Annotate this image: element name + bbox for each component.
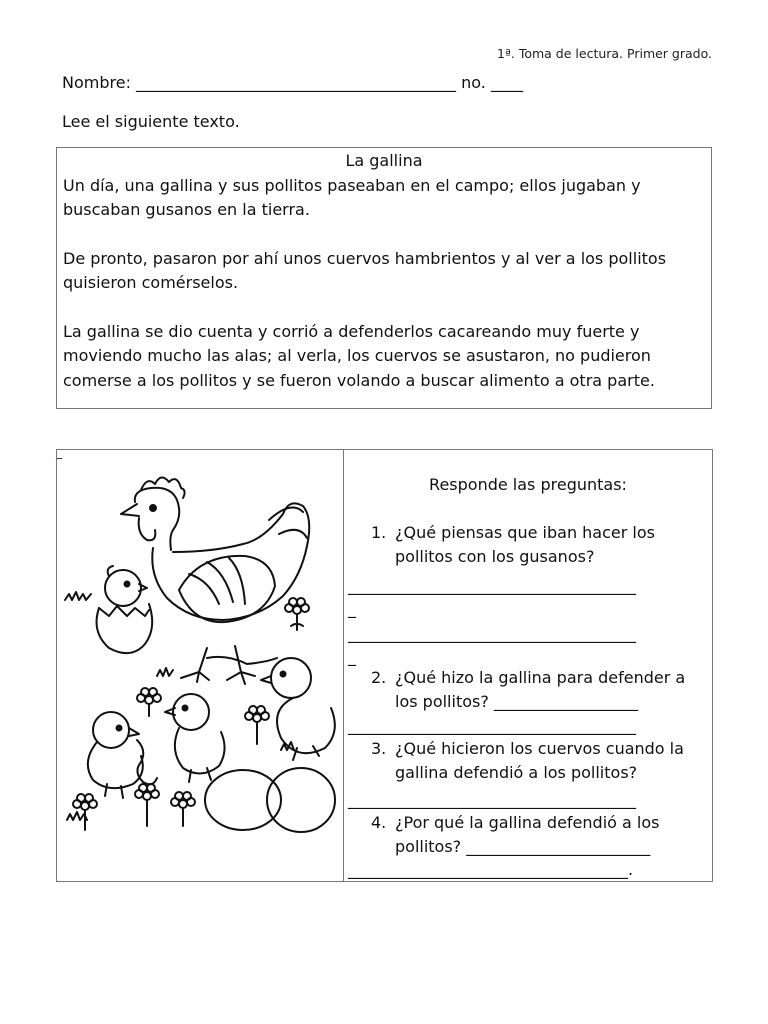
question-2 bbox=[371, 666, 706, 714]
table-corner-mark: _ bbox=[56, 445, 62, 459]
hen-and-chicks-icon bbox=[56, 445, 343, 881]
questions-cell bbox=[344, 450, 712, 881]
questions-table bbox=[56, 445, 713, 882]
reading-paragraph: De pronto, pasaron por ahí unos cuervos hambrientos y al ver a los pollitos quisieron comérselos. bbox=[63, 248, 667, 292]
question-1 bbox=[371, 521, 706, 569]
question-4 bbox=[371, 811, 706, 859]
questions-heading: Responde las preguntas: bbox=[429, 475, 627, 494]
answer-line[interactable]: _ bbox=[348, 647, 356, 666]
reading-passage-box bbox=[56, 147, 712, 409]
answer-line[interactable]: ____________________________________ bbox=[348, 624, 636, 643]
header-note: 1ª. Toma de lectura. Primer grado. bbox=[497, 46, 712, 61]
question-number: 1. bbox=[371, 523, 387, 542]
question-text: ¿Por qué la gallina defendió a los pollitos? _______________________ bbox=[395, 813, 660, 856]
answer-line[interactable]: ____________________________________ bbox=[348, 790, 636, 809]
name-field-line[interactable]: Nombre: ________________________________________ no. ____ bbox=[62, 73, 523, 92]
answer-line[interactable]: ____________________________________ bbox=[348, 716, 636, 735]
reading-title: La gallina bbox=[345, 151, 423, 170]
instruction-text: Lee el siguiente texto. bbox=[62, 112, 240, 131]
question-number: 4. bbox=[371, 813, 387, 832]
question-text: ¿Qué piensas que iban hacer los pollitos con los gusanos? bbox=[395, 523, 655, 566]
question-text: ¿Qué hicieron los cuervos cuando la gallina defendió a los pollitos? bbox=[395, 739, 684, 782]
reading-paragraph: Un día, una gallina y sus pollitos paseaban en el campo; ellos jugaban y buscaban gusanos en la tierra. bbox=[63, 175, 641, 219]
illustration-cell bbox=[56, 445, 344, 881]
reading-paragraph: La gallina se dio cuenta y corrió a defenderlos cacareando muy fuerte y moviendo mucho las alas; al verla, los cuervos se asustaron, no pudieron comerse a los pollitos y se fueron volando a buscar alimento a otra parte. bbox=[63, 321, 655, 390]
answer-line[interactable]: ____________________________________ bbox=[348, 576, 636, 595]
answer-line[interactable]: ___________________________________. bbox=[348, 860, 634, 879]
question-number: 3. bbox=[371, 739, 387, 758]
question-text: ¿Qué hizo la gallina para defender a los pollitos? __________________ bbox=[395, 668, 686, 711]
question-number: 2. bbox=[371, 668, 387, 687]
answer-line[interactable]: _ bbox=[348, 599, 356, 618]
question-3 bbox=[371, 737, 706, 785]
